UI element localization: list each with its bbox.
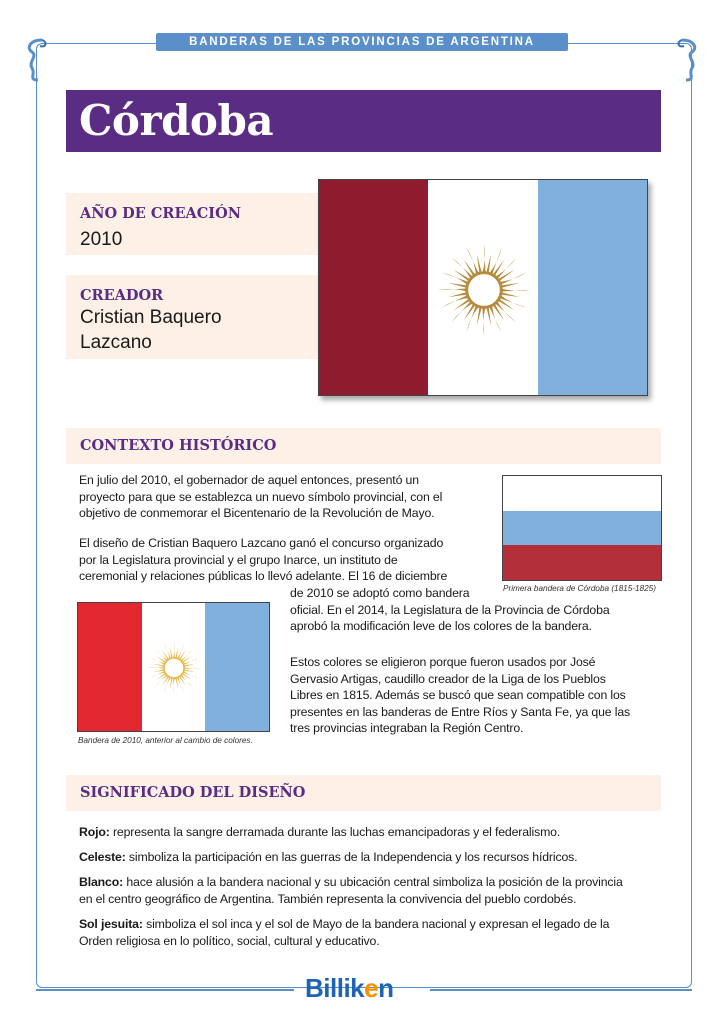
meaning-term: Sol jesuita: bbox=[79, 917, 143, 931]
flag-stripe-white bbox=[503, 476, 661, 511]
logo-part: e bbox=[364, 973, 379, 1003]
meaning-text: simboliza el sol inca y el sol de Mayo de la bandera nacional y expresan el legado de la bbox=[142, 917, 610, 931]
contexto-heading-box bbox=[66, 428, 661, 464]
creator-value-line1: Cristian Baquero bbox=[80, 307, 222, 328]
meaning-text: Orden religiosa en lo político, social, cultural y educativo. bbox=[79, 933, 380, 948]
divider bbox=[430, 989, 692, 991]
year-box bbox=[66, 193, 318, 255]
meaning-celeste bbox=[79, 849, 669, 866]
meaning-rojo bbox=[79, 824, 669, 841]
contexto-p3 bbox=[290, 654, 670, 737]
meaning-sol bbox=[79, 916, 669, 949]
meaning-text: simboliza la participación en las guerras de la Independencia y los recursos hídricos. bbox=[125, 850, 578, 864]
text-line: proyecto para que se establezca un nuevo símbolo provincial, con el bbox=[79, 489, 443, 504]
caption-2010-flag: Bandera de 2010, anterior al cambio de colores. bbox=[78, 736, 253, 745]
logo-part: n bbox=[378, 973, 394, 1003]
flag-stripe-celeste bbox=[503, 511, 661, 546]
meaning-text: en el centro geográfico de Argentina. También representa la convivencia del pueblo cordobés. bbox=[79, 891, 577, 906]
text-line: Libres en 1815. Además se buscó que sean compatible con los bbox=[290, 688, 626, 702]
cordoba-flag-current bbox=[318, 179, 648, 396]
text-line: oficial. En el 2014, la Legislatura de la Provincia de Córdoba bbox=[290, 602, 610, 617]
significado-heading-box bbox=[66, 775, 661, 811]
meaning-text: representa la sangre derramada durante las luchas emancipadoras y el federalismo. bbox=[109, 825, 561, 839]
contexto-p2 bbox=[79, 535, 499, 585]
flag-stripe-red bbox=[319, 180, 428, 395]
cordoba-flag-2010 bbox=[77, 602, 270, 732]
text-line: objetivo de conmemorar el Bicentenario de la Revolución de Mayo. bbox=[79, 506, 435, 520]
footer-logo bbox=[0, 971, 724, 1011]
flag-stripe-celeste bbox=[205, 603, 269, 731]
meaning-term: Rojo: bbox=[79, 825, 110, 839]
text-line: ceremonial y relaciones públicas lo llevó adelante. El 16 de diciembre bbox=[79, 569, 448, 583]
billiken-logo bbox=[305, 973, 394, 1004]
meaning-term: Celeste: bbox=[79, 850, 126, 864]
meaning-blanco bbox=[79, 874, 669, 907]
sun-icon bbox=[436, 242, 532, 338]
divider bbox=[36, 989, 294, 991]
creator-label: CREADOR bbox=[80, 287, 164, 304]
text-line: En julio del 2010, el gobernador de aquel entonces, presentó un bbox=[79, 473, 419, 487]
flag-stripe-celeste bbox=[538, 180, 647, 395]
cordoba-flag-first bbox=[502, 475, 662, 581]
page-title: Córdoba bbox=[79, 96, 274, 145]
text-line: Estos colores se eligieron porque fueron usados por José bbox=[290, 655, 596, 669]
scroll-ornament-left bbox=[22, 36, 48, 84]
creator-box bbox=[66, 275, 318, 359]
text-line: Gervasio Artigas, caudillo creador de la Liga de los Pueblos bbox=[290, 671, 606, 686]
text-line: por la Legislatura provincial y el grupo Inarce, un instituto de bbox=[79, 552, 398, 567]
creator-value-line2: Lazcano bbox=[80, 332, 152, 353]
series-banner: BANDERAS DE LAS PROVINCIAS DE ARGENTINA bbox=[156, 33, 568, 51]
text-line: presentes en las banderas de Entre Ríos y Santa Fe, ya que las bbox=[290, 704, 631, 719]
year-value: 2010 bbox=[80, 229, 123, 250]
title-bar bbox=[66, 90, 661, 152]
text-line: tres provincias integraban la Región Centro. bbox=[290, 721, 524, 735]
flag-stripe-red bbox=[503, 545, 661, 580]
text-line: de 2010 se adoptó como bandera bbox=[290, 586, 470, 600]
text-line: aprobó la modificación leve de los colores de la bandera. bbox=[290, 619, 592, 633]
logo-part: Billik bbox=[305, 973, 365, 1003]
year-label: AÑO DE CREACIÓN bbox=[80, 205, 241, 222]
flag-stripe-red bbox=[78, 603, 142, 731]
meaning-text: hace alusión a la bandera nacional y su ubicación central simboliza la posición de la provincia bbox=[123, 875, 623, 889]
scroll-ornament-right bbox=[676, 36, 702, 84]
contexto-heading: CONTEXTO HISTÓRICO bbox=[80, 437, 277, 454]
caption-first-flag: Primera bandera de Córdoba (1815-1825) bbox=[503, 584, 656, 593]
text-line: El diseño de Cristian Baquero Lazcano ganó el concurso organizado bbox=[79, 536, 444, 550]
significado-heading: SIGNIFICADO DEL DISEÑO bbox=[80, 784, 306, 801]
contexto-p1 bbox=[79, 472, 499, 522]
sun-icon bbox=[146, 640, 202, 696]
meaning-term: Blanco: bbox=[79, 875, 124, 889]
